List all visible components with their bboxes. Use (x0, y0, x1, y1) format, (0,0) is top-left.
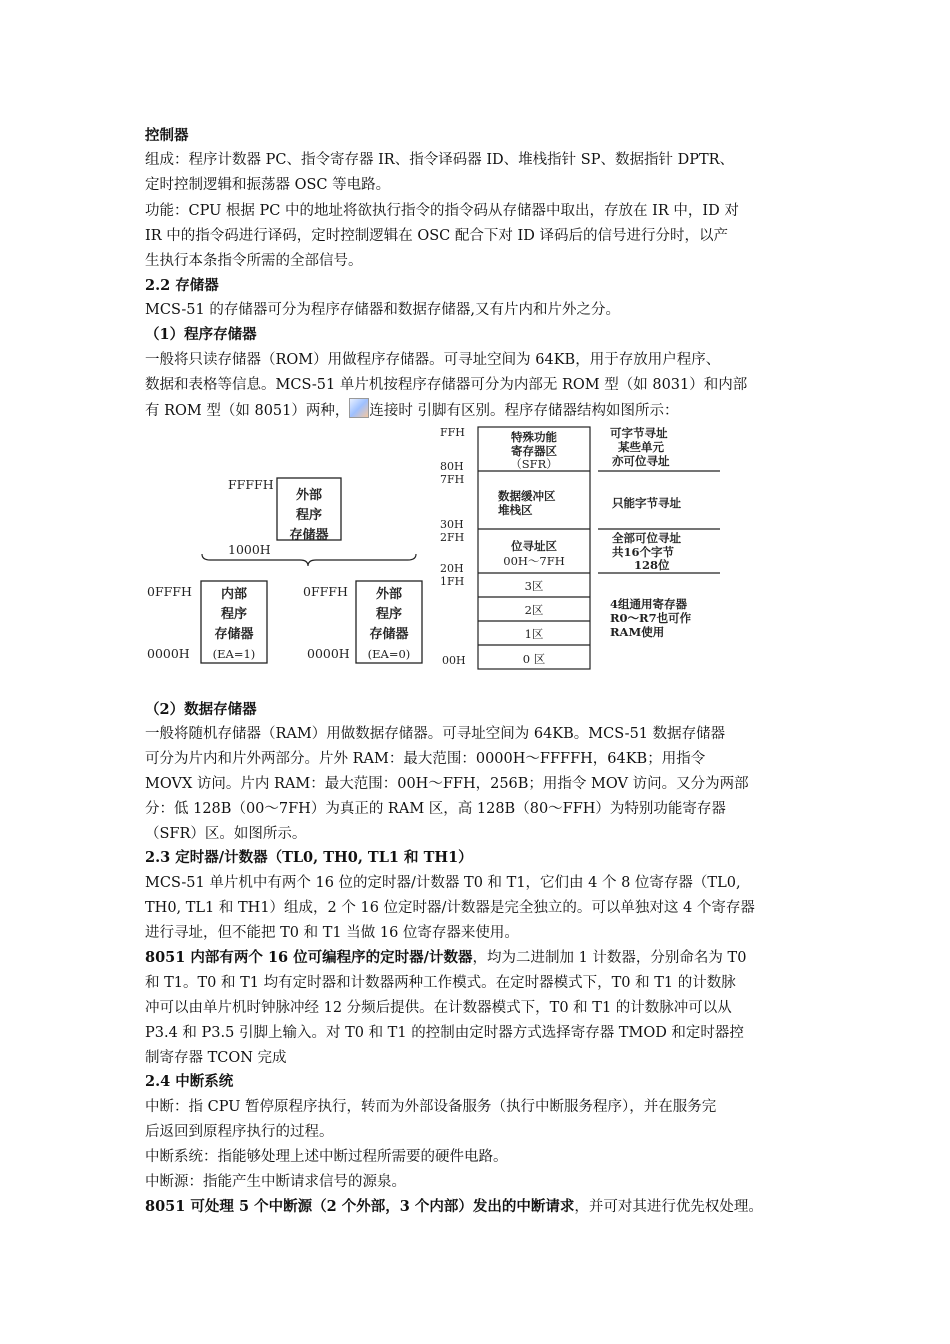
note-label: 某些单元 (618, 440, 664, 454)
note-label: RAM使用 (610, 625, 665, 639)
paragraph-line: MCS-51 的存储器可分为程序存储器和数据存储器,又有片内和片外之分。 (145, 302, 620, 318)
text-span: ，均为二进制加 1 计数器，分别命名为 T0 (472, 950, 747, 966)
ram-structure-diagram (438, 422, 730, 674)
addr-label: 2FH (440, 531, 465, 544)
note-label: 全部可位寻址 (612, 531, 681, 545)
addr-label: FFH (440, 426, 465, 439)
paragraph-line: 可分为片内和片外两部分。片外 RAM：最大范围：0000H～FFFFH，64KB；用指令 (145, 751, 706, 767)
paragraph-line: MOVX 访问。片内 RAM：最大范围：00H～FFH，256B；用指令 MOV 访问。又分为两部 (145, 776, 749, 792)
note-label: 4组通用寄存器 (610, 597, 688, 611)
paragraph-line: 制寄存器 TCON 完成 (145, 1050, 287, 1066)
paragraph-line (145, 398, 825, 423)
paragraph-line: （SFR）区。如图所示。 (145, 826, 307, 842)
note-label: 可字节寻址 (610, 426, 668, 440)
bank-label: 0 区 (522, 652, 546, 666)
addr-label: 0FFFH (147, 584, 192, 599)
addr-label: 7FH (440, 473, 465, 486)
text-span: 有 ROM 型（如 8051）两种， (145, 403, 350, 419)
box-text: 外部 (295, 488, 323, 503)
paragraph-line: 一般将随机存储器（RAM）用做数据存储器。可寻址空间为 64KB。MCS-51 数据存储器 (145, 726, 726, 742)
addr-label: FFFFH (228, 477, 274, 492)
region-label: （SFR） (510, 457, 558, 471)
paragraph-line: 和 T1。T0 和 T1 均有定时器和计数器两种工作模式。在定时器模式下，T0 和 T1 的计数脉 (145, 975, 736, 991)
paragraph-line: 进行寻址，但不能把 T0 和 T1 当做 16 位寄存器来使用。 (145, 925, 519, 941)
region-label: 堆栈区 (498, 503, 533, 517)
text-span: ，并可对其进行优先权处理。 (574, 1199, 763, 1215)
ea-label: (EA=1) (212, 647, 256, 661)
note-label: R0～R7也可作 (610, 611, 692, 625)
paragraph-line: P3.4 和 P3.5 引脚上输入。对 T0 和 T1 的控制由定时器方式选择寄存器 TMOD 和定时器控 (145, 1025, 744, 1041)
box-text: 存储器 (214, 627, 254, 642)
region-label: 寄存器区 (511, 444, 557, 458)
addr-label: 20H (440, 562, 464, 575)
heading-timer: 2.3 定时器/计数器（TL0, TH0, TL1 和 TH1） (145, 849, 473, 866)
text-span: 连接时 引脚有区别。程序存储器结构如图所示： (369, 403, 679, 419)
paragraph-line: 后返回到原程序执行的过程。 (145, 1124, 334, 1140)
paragraph-line (145, 946, 825, 970)
box-text: 内部 (220, 587, 248, 602)
ea-label: (EA=0) (367, 647, 411, 661)
heading-memory: 2.2 存储器 (145, 277, 219, 294)
bold-span: 8051 内部有两个 16 位可编程序的定时器/计数器 (145, 949, 473, 966)
paragraph-line: IR 中的指令码进行译码，定时控制逻辑在 OSC 配合下对 ID 译码后的信号进行分时，以产 (145, 228, 728, 244)
heading-program-memory: （1）程序存储器 (145, 326, 257, 343)
box-text: 存储器 (289, 528, 329, 543)
bold-span: 8051 可处理 5 个中断源（2 个外部，3 个内部）发出的中断请求 (145, 1198, 575, 1215)
region-label: 特殊功能 (511, 430, 557, 444)
note-label: 只能字节寻址 (612, 496, 681, 510)
paragraph-line: 中断系统：指能够处理上述中断过程所需要的硬件电路。 (145, 1149, 508, 1165)
box-text: 程序 (375, 607, 403, 622)
box-text: 外部 (375, 587, 403, 602)
addr-label: 80H (440, 460, 464, 473)
bank-label: 2区 (524, 603, 544, 617)
addr-label: 30H (440, 518, 464, 531)
paragraph-line: 生执行本条指令所需的全部信号。 (145, 253, 363, 269)
heading-data-memory: （2）数据存储器 (145, 701, 257, 718)
paragraph-line: 冲可以由单片机时钟脉冲经 12 分频后提供。在计数器模式下，T0 和 T1 的计数脉冲可以从 (145, 1000, 732, 1016)
region-label: 00H～7FH (503, 554, 565, 568)
note-label: 亦可位寻址 (612, 454, 670, 468)
paragraph-line (145, 1195, 825, 1219)
paragraph-line: 定时控制逻辑和振荡器 OSC 等电路。 (145, 177, 391, 193)
addr-label: 0000H (307, 646, 350, 661)
addr-label: 0FFFH (303, 584, 348, 599)
addr-label: 1FH (440, 575, 465, 588)
heading-interrupt: 2.4 中断系统 (145, 1073, 234, 1090)
region-label: 数据缓冲区 (498, 489, 556, 503)
paragraph-line: 功能：CPU 根据 PC 中的地址将欲执行指令的指令码从存储器中取出，存放在 IR 中，ID 对 (145, 203, 739, 219)
paragraph-line: 组成：程序计数器 PC、指令寄存器 IR、指令译码器 ID、堆栈指针 SP、数据指针 DPTR、 (145, 152, 735, 168)
note-label: 共16个字节 (612, 545, 675, 559)
box-text: 程序 (295, 508, 323, 523)
broken-image-icon (349, 398, 369, 418)
box-text: 存储器 (369, 627, 409, 642)
region-label: 位寻址区 (511, 539, 557, 553)
paragraph-line: 分：低 128B（00～7FH）为真正的 RAM 区，高 128B（80～FFH）为特别功能寄存器 (145, 801, 726, 817)
bank-label: 1区 (524, 627, 544, 641)
paragraph-line: 数据和表格等信息。MCS-51 单片机按程序存储器可分为内部无 ROM 型（如 8031）和内部 (145, 377, 748, 393)
paragraph-line: 中断：指 CPU 暂停原程序执行，转而为外部设备服务（执行中断服务程序），并在服务完 (145, 1099, 717, 1115)
bank-label: 3区 (524, 579, 544, 593)
note-label: 128位 (634, 558, 670, 572)
paragraph-line: MCS-51 单片机中有两个 16 位的定时器/计数器 T0 和 T1，它们由 4 个 8 位寄存器（TL0, (145, 875, 741, 891)
box-text: 程序 (220, 607, 248, 622)
addr-label: 1000H (228, 542, 271, 557)
paragraph-line: 中断源：指能产生中断请求信号的源泉。 (145, 1174, 406, 1190)
program-memory-diagram (140, 460, 440, 670)
heading-controller: 控制器 (145, 127, 189, 144)
addr-label: 00H (442, 654, 466, 667)
paragraph-line: TH0, TL1 和 TH1）组成，2 个 16 位定时器/计数器是完全独立的。可以单独对这 4 个寄存器 (145, 900, 755, 916)
paragraph-line: 一般将只读存储器（ROM）用做程序存储器。可寻址空间为 64KB，用于存放用户程序、 (145, 352, 721, 368)
addr-label: 0000H (147, 646, 190, 661)
